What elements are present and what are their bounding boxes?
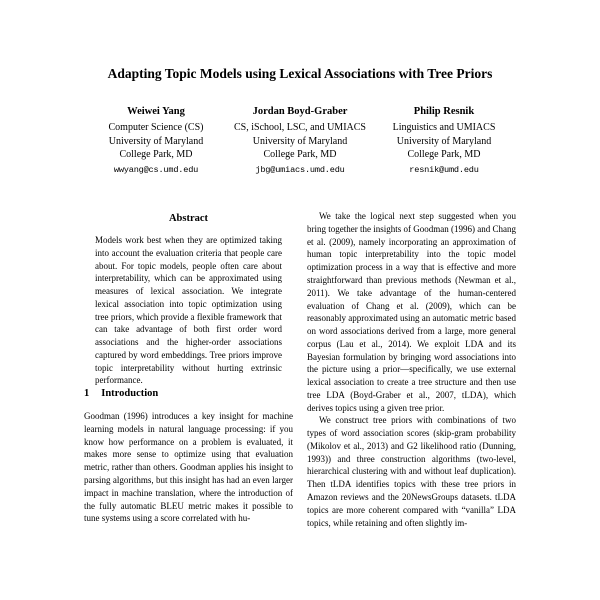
author-email: jbg@umiacs.umd.edu [255,164,345,175]
paper-body [84,210,516,529]
author-block [372,105,516,176]
section-title: Introduction [101,388,159,400]
author-affiliation: College Park, MD [263,149,337,161]
author-name: Weiwei Yang [127,105,185,117]
body-paragraph: We construct tree priors with combinations of two types of word association scores (skip-gram probability (Mikolov et al., 2013) and G2 likelihood ratio (Dunning, 1993)) and three construction algorithms (two-level, hierarchical clustering with and without leaf duplication). Then tLDA identifies topics with these tree priors in Amazon reviews and the 20NewsGroups datasets. tLDA topics are more coherent compared with “vanilla” LDA topics, while retaining and often slightly im- [307,415,516,528]
author-affiliation: CS, iSchool, LSC, and UMIACS [234,122,366,134]
author-block [228,105,372,176]
introduction-paragraph: Goodman (1996) introduces a key insight for machine learning models in natural language processing: if you know how performance on a problem is evaluated, it makes more sense to optimize using that evaluation metric, rather than others. Goodman applies his insight to parsing algorithms, but this insight has had an even larger impact in machine translation, where the introduction of the fully automatic BLEU metric makes it possible to tune systems using a score correlated with hu- [84,411,293,524]
author-affiliation: University of Maryland [396,135,492,147]
section-heading-introduction [84,387,293,402]
abstract-text: Models work best when they are optimized taking into account the evaluation criteria that people care about. For topic models, people often care about interpretability, which can be approximated using measures of lexical association. We integrate lexical association into topic optimization using tree priors, which provide a flexible framework that can take advantage of both first order word associations and the higher-order associations captured by word embeddings. Tree priors improve topic interpretability without hurting extrinsic performance. [95,235,282,386]
body-paragraph: We take the logical next step suggested when you bring together the insights of Goodman (1996) and Chang et al. (2009), namely incorporating an approximation of human topic interpretability into the topic model optimization process in a way that is effective and more straightforward than previous methods (Newman et al., 2011). We take advantage of the human-centered evaluation of Chang et al. (2009), which can be reasonably approximated using an automatic metric based on word associations derived from a large, more general corpus (Lau et al., 2014). We exploit LDA and its Bayesian formulation by bringing word associations into the picture using a prior—specifically, we use external lexical association to create a tree structure and then use tree LDA (Boyd-Graber et al., 2007, tLDA), which derives topics using a given tree prior. [307,211,516,413]
author-affiliation: Computer Science (CS) [108,122,204,134]
author-affiliation: College Park, MD [119,149,193,161]
section-number: 1 [84,388,90,400]
author-affiliation: Linguistics and UMIACS [392,122,496,134]
author-block [84,105,228,176]
author-row [84,105,516,176]
author-affiliation: University of Maryland [108,135,204,147]
right-column [307,210,516,529]
author-name: Jordan Boyd-Graber [252,105,348,117]
author-name: Philip Resnik [413,105,475,117]
author-affiliation: University of Maryland [252,135,348,147]
abstract-heading: Abstract [168,213,209,225]
author-email: wwyang@cs.umd.edu [113,164,199,175]
author-email: resnik@umd.edu [409,164,479,175]
paper-title: Adapting Topic Models using Lexical Associations with Tree Priors [107,66,493,81]
author-affiliation: College Park, MD [407,149,481,161]
left-column [84,210,293,529]
